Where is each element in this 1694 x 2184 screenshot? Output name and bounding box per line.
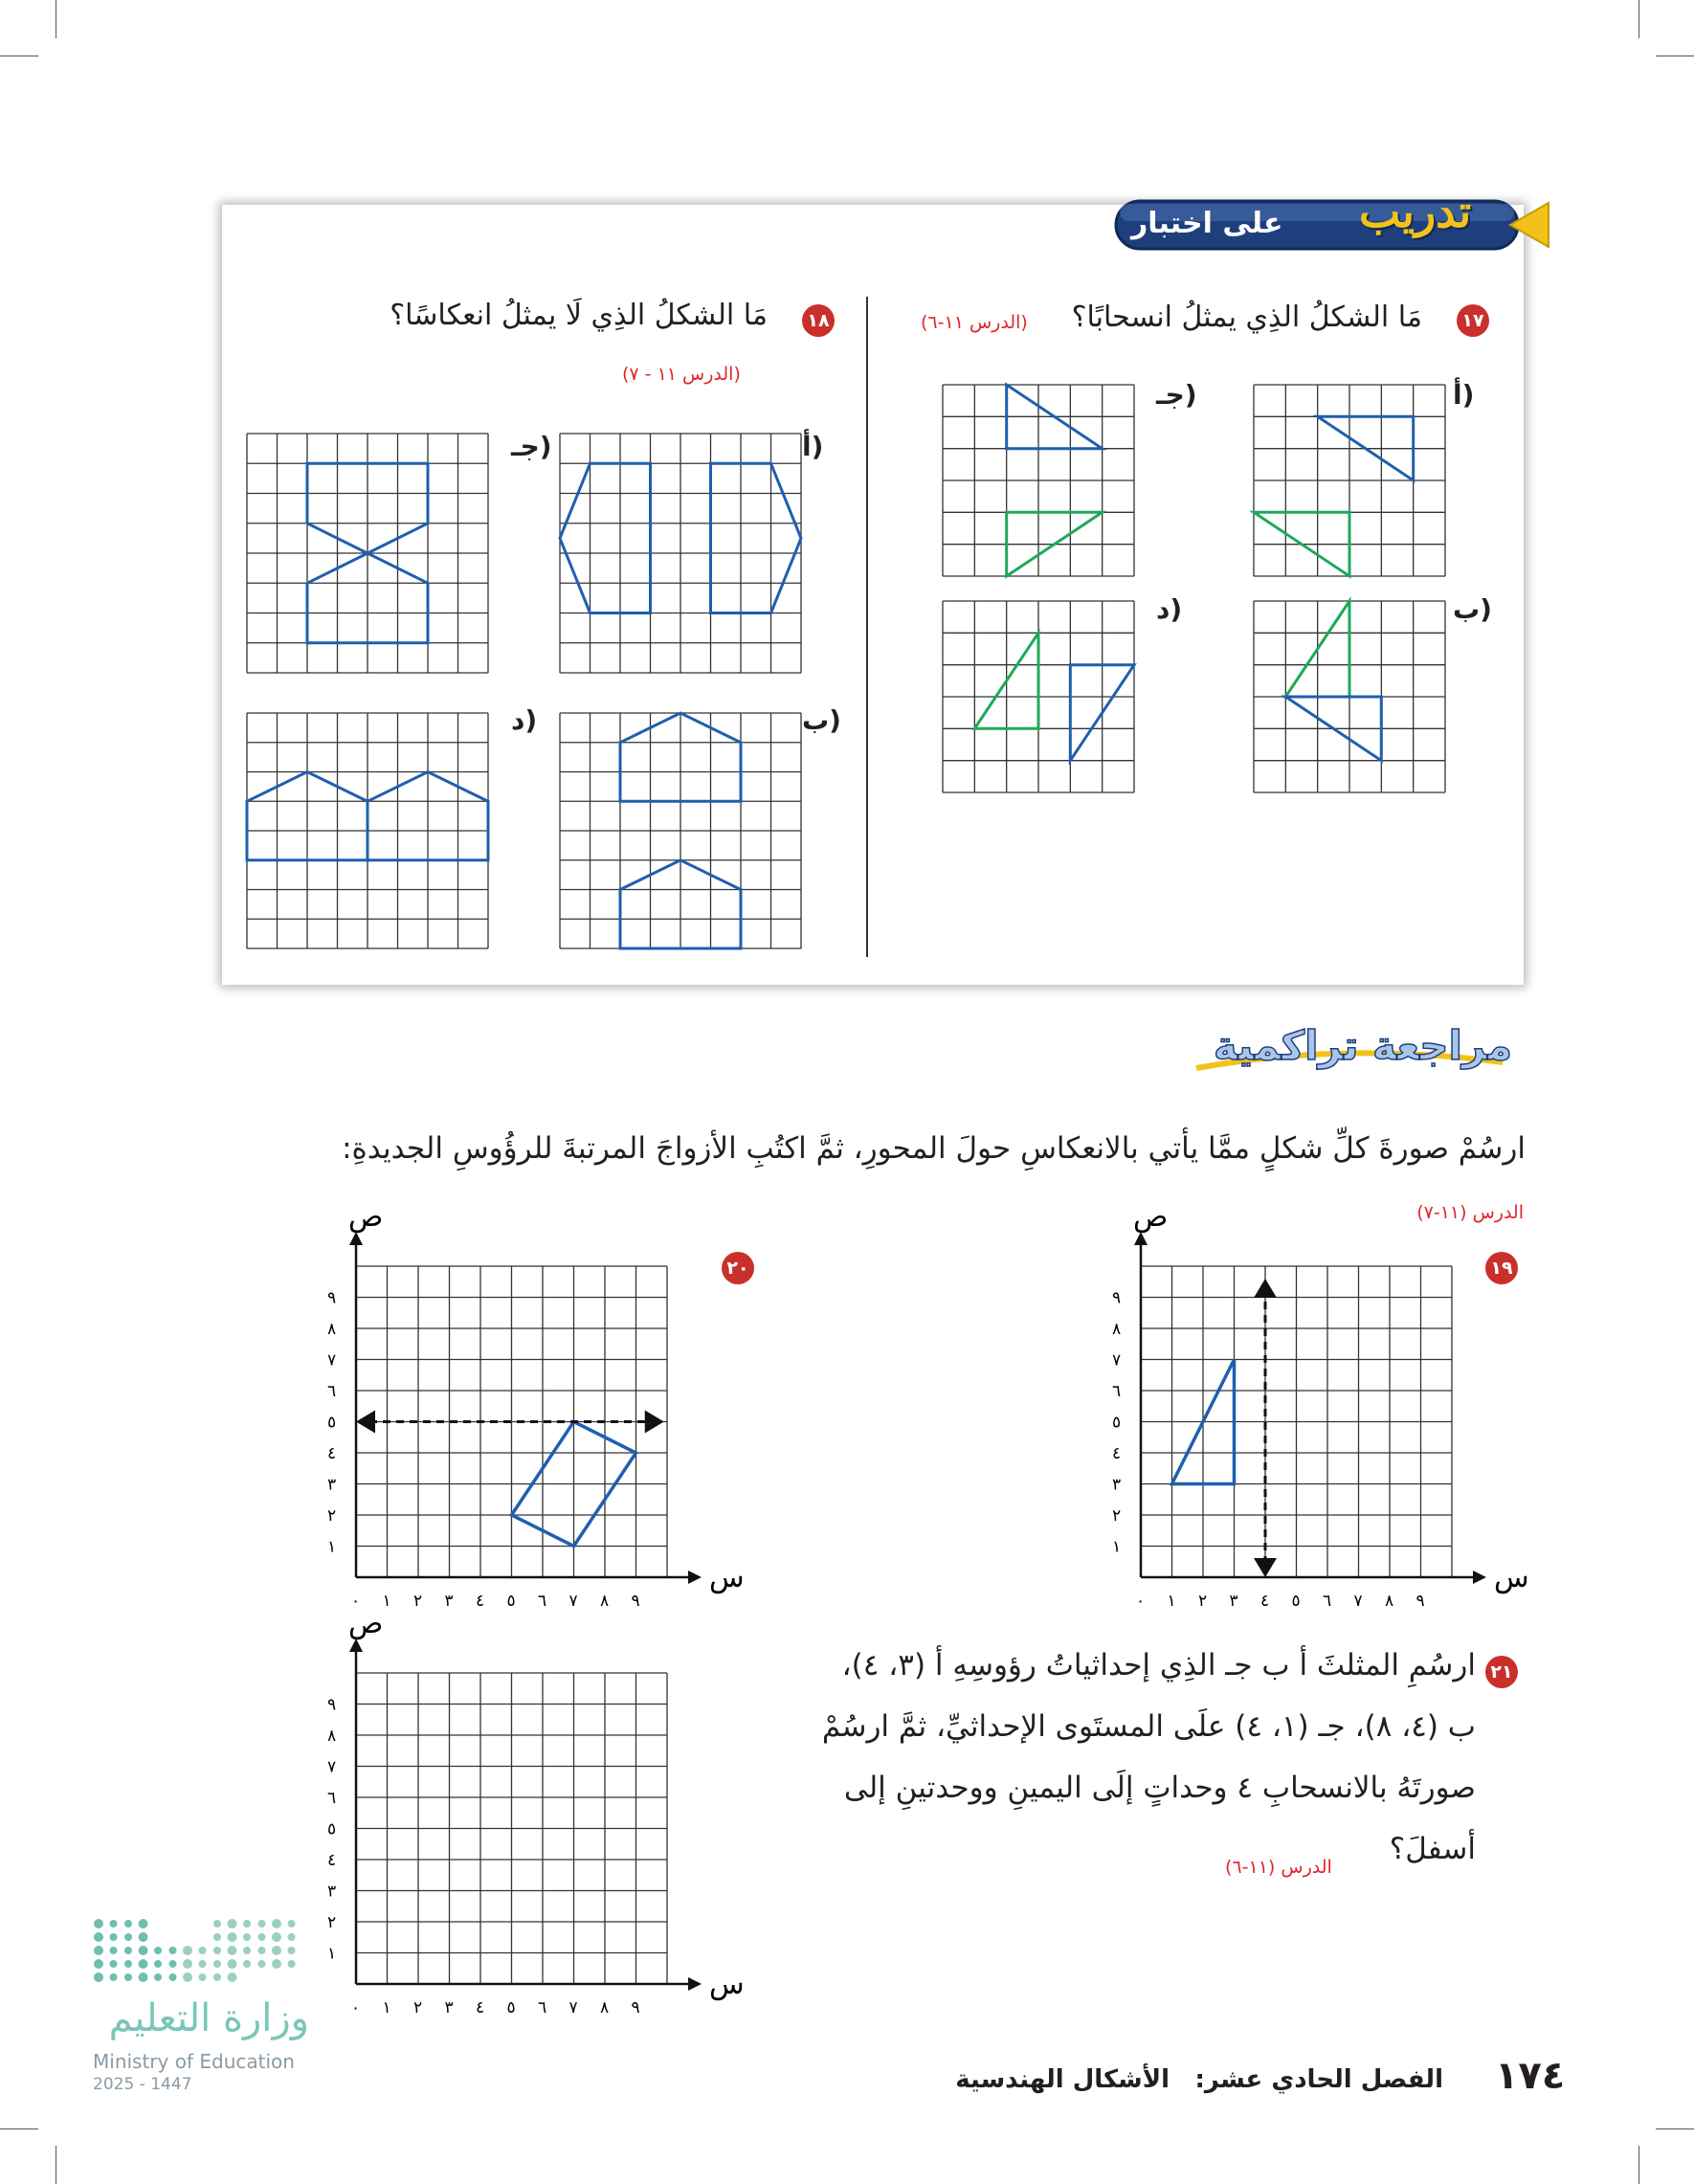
y-tick-label: ٤ <box>1112 1444 1122 1463</box>
q17-option-d: د) <box>1156 593 1183 625</box>
y-tick-label: ٧ <box>327 1757 337 1777</box>
q18-grid-a <box>560 434 801 673</box>
x-tick-label: ٧ <box>568 1592 578 1611</box>
x-tick-label: ٥ <box>1291 1592 1301 1611</box>
banner-word: تدريب <box>1359 186 1472 237</box>
q17-option-c: جـ) <box>1156 379 1197 411</box>
question-21-ref: الدرس (١١-٦) <box>1225 1857 1332 1878</box>
x-tick-label: ٣ <box>1229 1592 1238 1611</box>
y-tick-label: ١ <box>327 1537 337 1557</box>
y-tick-label: ٨ <box>327 1320 337 1339</box>
logo-dots-icon <box>91 1914 311 1991</box>
x-axis-label: س <box>1494 1561 1529 1594</box>
y-tick-label: ٨ <box>327 1727 337 1746</box>
x-tick-label: ٢ <box>413 1998 423 2017</box>
review-title <box>1177 1013 1522 1089</box>
question-18-ref: (الدرس ١١ - ٧) <box>622 364 741 385</box>
logo-year: 2025 - 1447 <box>93 2075 192 2094</box>
y-tick-label: ٢ <box>327 1913 337 1932</box>
q21-line-3: صورتَهُ بالانسحابِ ٤ وحداتٍ إلَى اليمينِ ووحدتينِ إلى <box>843 1771 1476 1805</box>
x-tick-label: ١ <box>1167 1592 1176 1611</box>
question-18-text: مَا الشكلُ الذِي لَا يمثلُ انعكاسًا؟ <box>390 299 768 332</box>
x-tick-label: ٠ <box>1136 1592 1146 1611</box>
logo-arabic: وزارة التعليم <box>108 1996 309 2040</box>
y-tick-label: ٩ <box>1112 1288 1122 1308</box>
y-tick-label: ١ <box>327 1944 337 1964</box>
question-17-text: مَا الشكلُ الذِي يمثلُ انسحابًا؟ <box>1071 301 1422 334</box>
y-tick-label: ٣ <box>327 1882 337 1902</box>
y-axis-label: ص <box>348 1200 384 1234</box>
y-tick-label: ٥ <box>327 1819 337 1839</box>
y-tick-label: ٢ <box>327 1506 337 1526</box>
y-tick-label: ٨ <box>1112 1320 1122 1339</box>
q18-grid-b <box>560 713 801 948</box>
y-tick-label: ٩ <box>327 1288 337 1308</box>
y-tick-label: ٦ <box>327 1382 337 1401</box>
q17-option-a: أ) <box>1453 379 1475 411</box>
q18-grid-d <box>247 713 488 948</box>
x-tick-label: ٩ <box>1415 1592 1425 1611</box>
crop-mark <box>1638 0 1639 38</box>
crop-mark <box>1656 2128 1694 2129</box>
crop-mark <box>0 2128 38 2129</box>
y-tick-label: ٥ <box>1112 1413 1122 1433</box>
y-tick-label: ٤ <box>327 1851 337 1870</box>
q21-line-4: أسفلَ؟ <box>1389 1832 1476 1866</box>
q18-option-c: جـ) <box>511 431 552 462</box>
x-tick-label: ٥ <box>506 1998 516 2017</box>
banner-title: على اختبار <box>1131 207 1283 240</box>
y-tick-label: ٢ <box>1112 1506 1122 1526</box>
x-tick-label: ٤ <box>1260 1592 1270 1611</box>
test-practice-banner <box>1108 186 1558 258</box>
review-title-text: مراجعة تراكمية <box>1213 1022 1512 1069</box>
q18-option-a: أ) <box>802 431 824 462</box>
question-18-badge: ١٨ <box>802 304 835 337</box>
x-tick-label: ٤ <box>476 1592 485 1611</box>
y-tick-label: ٥ <box>327 1413 337 1433</box>
q21-line-2: ب (٤، ٨)، جـ (١، ٤) علَى المستَوى الإحداثيِّ، ثمَّ ارسُمْ <box>821 1709 1476 1744</box>
x-tick-label: ٣ <box>444 1592 454 1611</box>
x-tick-label: ٣ <box>444 1998 454 2017</box>
question-20-badge: ٢٠ <box>722 1252 754 1284</box>
y-tick-label: ٣ <box>1112 1475 1122 1495</box>
crop-mark <box>1638 2146 1639 2184</box>
y-tick-label: ١ <box>1112 1537 1122 1557</box>
q21-line-1: ارسُمِ المثلثَ أ ب جـ الذِي إحداثياتُ رؤوسِهِ أ (٣، ٤)، <box>841 1648 1476 1683</box>
question-21-badge: ٢١ <box>1485 1656 1518 1688</box>
y-axis-label: ص <box>1133 1200 1169 1234</box>
footer-chapter: الفصل الحادي عشر: <box>1194 2065 1443 2094</box>
q17-grid-b <box>1254 601 1445 792</box>
logo-english: Ministry of Education <box>93 2050 295 2073</box>
x-tick-label: ٦ <box>538 1592 547 1611</box>
x-tick-label: ٨ <box>1385 1592 1394 1611</box>
x-tick-label: ٩ <box>631 1998 640 2017</box>
y-tick-label: ٦ <box>1112 1382 1122 1401</box>
q18-option-b: ب) <box>802 704 841 736</box>
x-tick-label: ٦ <box>538 1998 547 2017</box>
x-tick-label: ٧ <box>568 1998 578 2017</box>
footer-title: الأشكال الهندسية <box>955 2065 1170 2094</box>
x-tick-label: ٢ <box>1198 1592 1208 1611</box>
x-tick-label: ١ <box>382 1592 391 1611</box>
x-tick-label: ٥ <box>506 1592 516 1611</box>
y-tick-label: ٧ <box>327 1350 337 1371</box>
q21-coordinate-plane <box>306 1607 745 2024</box>
x-axis-label: س <box>709 1561 745 1594</box>
review-ref: الدرس (١١-٧) <box>1416 1202 1524 1223</box>
x-tick-label: ٠ <box>351 1998 361 2017</box>
ministry-logo <box>91 1914 311 2106</box>
x-tick-label: ٦ <box>1323 1592 1332 1611</box>
question-17-ref: (الدرس ١١-٦) <box>921 312 1028 333</box>
y-tick-label: ٩ <box>327 1695 337 1715</box>
y-tick-label: ٣ <box>327 1475 337 1495</box>
page-number: ١٧٤ <box>1495 2054 1566 2098</box>
x-tick-label: ٨ <box>600 1998 610 2017</box>
question-17-badge: ١٧ <box>1457 304 1489 337</box>
x-tick-label: ٢ <box>413 1592 423 1611</box>
y-tick-label: ٦ <box>327 1789 337 1808</box>
q17-grid-a <box>1254 385 1445 576</box>
review-instruction: ارسُمْ صورةَ كلِّ شكلٍ ممَّا يأتي بالانعكاسِ حولَ المحورِ، ثمَّ اكتُبِ الأزواجَ المرتبةَ للرؤُوسِ الجديدةِ: <box>342 1131 1526 1166</box>
y-tick-label: ٤ <box>327 1444 337 1463</box>
x-tick-label: ٤ <box>476 1998 485 2017</box>
q18-option-d: د) <box>511 704 538 736</box>
question-19-badge: ١٩ <box>1485 1252 1518 1284</box>
x-tick-label: ٨ <box>600 1592 610 1611</box>
y-tick-label: ٧ <box>1112 1350 1122 1371</box>
x-tick-label: ٩ <box>631 1592 640 1611</box>
y-axis-label: ص <box>348 1607 384 1640</box>
x-axis-label: س <box>709 1968 745 2001</box>
q17-option-b: ب) <box>1453 593 1492 625</box>
q17-grid-d <box>943 601 1134 792</box>
x-tick-label: ٧ <box>1353 1592 1363 1611</box>
x-tick-label: ١ <box>382 1998 391 2017</box>
x-tick-label: ٠ <box>351 1592 361 1611</box>
q17-grid-c <box>943 385 1134 576</box>
column-divider <box>866 297 868 957</box>
q18-grid-c <box>247 434 488 673</box>
